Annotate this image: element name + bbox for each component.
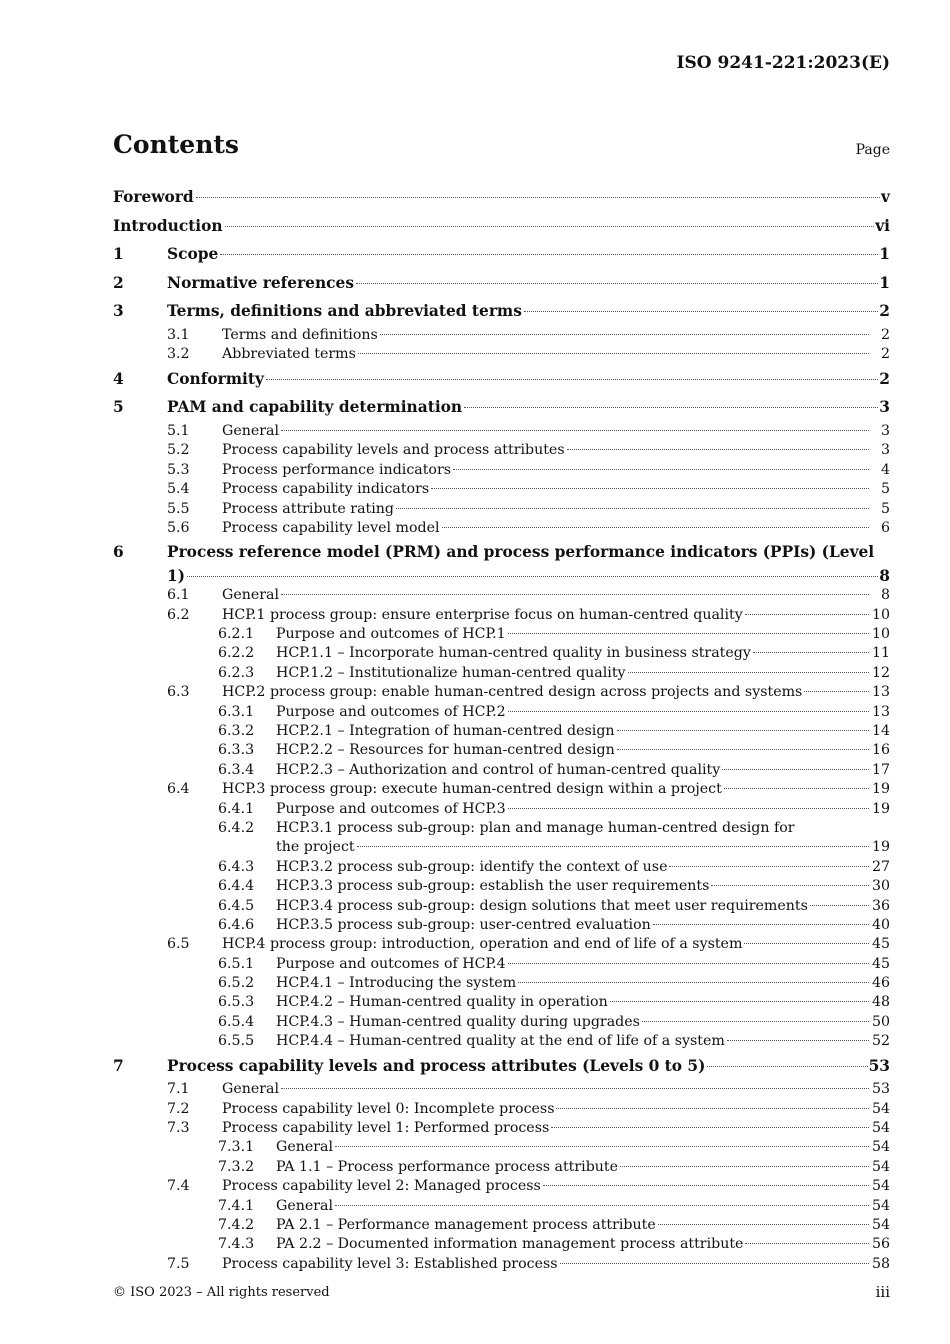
toc-entry-title: HCP.4.3 – Human-centred quality during upgrades	[276, 1013, 640, 1030]
toc-entry[interactable]	[113, 480, 890, 499]
toc-entry-number: 7.2	[167, 1100, 190, 1117]
toc-entry[interactable]	[113, 955, 890, 974]
toc-entry-page: 6	[880, 519, 890, 536]
toc-entry-number: 5.6	[167, 519, 190, 536]
toc-entry[interactable]	[113, 269, 890, 298]
toc-entry-page: 11	[871, 645, 890, 662]
toc-entry-number: 6.5.3	[218, 994, 255, 1011]
dot-leader	[711, 884, 869, 886]
dot-leader	[508, 632, 869, 634]
toc-entry-page: 36	[871, 897, 890, 914]
toc-entry-title: Purpose and outcomes of HCP.4	[276, 955, 506, 972]
toc-entry-title: HCP.3.4 process sub-group: design solutions that meet user requirements	[276, 897, 808, 914]
toc-entry-page: 2	[880, 346, 890, 363]
table-of-contents	[113, 183, 890, 1274]
toc-entry-page: 19	[871, 839, 890, 856]
toc-entry[interactable]	[113, 1138, 890, 1157]
toc-entry[interactable]	[113, 297, 890, 326]
dot-leader	[464, 406, 878, 408]
toc-entry[interactable]	[113, 683, 890, 702]
dot-leader	[724, 787, 869, 789]
toc-entry-page: 54	[871, 1100, 890, 1117]
toc-entry-title: Abbreviated terms	[222, 346, 356, 363]
dot-leader	[225, 225, 875, 227]
toc-entry-number: 6.2.1	[218, 626, 255, 643]
dot-leader	[380, 333, 869, 335]
toc-entry[interactable]	[113, 393, 890, 422]
dot-leader	[508, 807, 869, 809]
toc-entry-page: 53	[871, 1081, 890, 1098]
toc-entry[interactable]	[113, 703, 890, 722]
toc-entry-title: Process capability indicators	[222, 481, 430, 498]
toc-entry-page: 54	[871, 1120, 890, 1137]
toc-entry[interactable]	[113, 741, 890, 760]
dot-leader	[707, 1065, 867, 1067]
toc-entry-page: 8	[880, 587, 890, 604]
toc-entry-number: 7.1	[167, 1081, 190, 1098]
toc-entry-page: 1	[879, 273, 890, 292]
toc-entry-page: 4	[880, 461, 890, 478]
toc-entry-number: 6.5.4	[218, 1013, 255, 1030]
toc-entry-page: 17	[871, 761, 890, 778]
toc-entry-title: Process reference model (PRM) and process performance indicators (PPIs) (Level	[167, 543, 875, 562]
toc-entry-title-continued: 1)	[167, 566, 185, 585]
toc-entry-page: 1	[879, 245, 890, 264]
toc-entry-number: 5	[113, 398, 124, 417]
toc-entry-title: Terms, definitions and abbreviated terms	[167, 302, 522, 321]
toc-entry-page: 56	[871, 1236, 890, 1253]
toc-entry-page: 2	[879, 302, 890, 321]
toc-entry-title: HCP.2.3 – Authorization and control of human-centred quality	[276, 761, 721, 778]
toc-entry-title: Process capability level 0: Incomplete process	[222, 1100, 555, 1117]
toc-entry-page: 3	[880, 442, 890, 459]
toc-entry-page: 13	[871, 703, 890, 720]
toc-entry[interactable]	[113, 1013, 890, 1032]
toc-entry-title: Process capability level 2: Managed process	[222, 1178, 541, 1195]
toc-entry-number: 6.5.2	[218, 975, 255, 992]
toc-entry-number: 3.1	[167, 326, 190, 343]
toc-entry[interactable]	[113, 761, 890, 780]
toc-entry-number: 7.4.3	[218, 1236, 255, 1253]
toc-entry-page: 19	[871, 781, 890, 798]
toc-entry-page: 40	[871, 916, 890, 933]
toc-entry-page: 12	[871, 664, 890, 681]
toc-entry[interactable]	[113, 1177, 890, 1196]
toc-entry-title: Introduction	[113, 216, 223, 235]
toc-entry-number: 6.3.4	[218, 761, 255, 778]
toc-entry-page: 27	[871, 858, 890, 875]
toc-entry[interactable]	[113, 519, 890, 538]
toc-entry-title: HCP.3.2 process sub-group: identify the context of use	[276, 858, 668, 875]
toc-entry-title: General	[222, 422, 280, 439]
dot-leader	[357, 845, 869, 847]
toc-entry-page: 45	[871, 936, 890, 953]
toc-entry[interactable]	[113, 800, 890, 819]
dot-leader	[524, 310, 878, 312]
toc-entry-number: 6.2.3	[218, 664, 255, 681]
toc-entry-title: HCP.4 process group: introduction, operation and end of life of a system	[222, 936, 743, 953]
dot-leader	[508, 962, 869, 964]
toc-entry[interactable]	[113, 858, 890, 877]
toc-entry-number: 2	[113, 273, 124, 292]
dot-leader	[281, 429, 869, 431]
toc-entry-number: 7.5	[167, 1255, 190, 1272]
toc-entry-title: General	[222, 1081, 280, 1098]
dot-leader	[220, 253, 878, 255]
toc-entry[interactable]	[113, 935, 890, 954]
dot-leader	[281, 593, 869, 595]
toc-entry-page: 10	[871, 606, 890, 623]
toc-entry-page: 14	[871, 723, 890, 739]
dot-leader	[518, 981, 869, 983]
dot-leader	[753, 651, 869, 653]
toc-entry-page: 54	[871, 1139, 890, 1156]
toc-entry-title: HCP.2.2 – Resources for human-centred design	[276, 742, 615, 759]
toc-entry-page: 3	[879, 398, 890, 417]
toc-entry[interactable]	[113, 500, 890, 519]
toc-entry-page: 54	[871, 1158, 890, 1175]
toc-entry-title: General	[276, 1197, 334, 1214]
toc-entry-continuation[interactable]	[113, 567, 890, 586]
toc-entry-page: 10	[871, 626, 890, 643]
toc-entry-number: 6.3	[167, 684, 190, 701]
toc-entry-number: 7.4.2	[218, 1216, 255, 1233]
toc-entry-page: 3	[880, 422, 890, 439]
toc-entry-continuation[interactable]	[113, 838, 890, 857]
dot-leader	[335, 1204, 869, 1206]
toc-entry-number: 6.5.1	[218, 955, 255, 972]
copyright-footer: © ISO 2023 – All rights reserved	[113, 1285, 330, 1300]
toc-entry-page: 52	[871, 1033, 890, 1050]
toc-entry-page: 5	[880, 481, 890, 498]
dot-leader	[358, 352, 869, 354]
toc-entry-number: 6.4	[167, 781, 190, 798]
toc-entry-number: 5.3	[167, 461, 190, 478]
dot-leader	[396, 507, 869, 509]
toc-entry[interactable]	[113, 780, 890, 799]
toc-entry[interactable]	[113, 212, 890, 241]
dot-leader	[610, 1000, 869, 1002]
toc-entry-number: 5.5	[167, 500, 190, 517]
toc-entry-number: 4	[113, 369, 124, 388]
dot-leader	[567, 448, 869, 450]
dot-leader	[744, 942, 869, 944]
toc-entry[interactable]	[113, 664, 890, 683]
toc-entry[interactable]	[113, 916, 890, 935]
toc-entry-number: 7.4.1	[218, 1197, 255, 1214]
toc-entry-page: 46	[871, 975, 890, 992]
toc-entry-title: Conformity	[167, 369, 264, 388]
toc-entry[interactable]	[113, 625, 890, 644]
toc-entry-title: HCP.4.1 – Introducing the system	[276, 975, 517, 992]
toc-entry[interactable]	[113, 1100, 890, 1119]
toc-entry[interactable]	[113, 345, 890, 364]
toc-entry-title: HCP.3.1 process sub-group: plan and manage human-centred design for	[276, 819, 795, 836]
toc-entry[interactable]	[113, 1158, 890, 1177]
toc-entry[interactable]	[113, 1052, 890, 1081]
toc-entry-page: 50	[871, 1013, 890, 1030]
toc-entry-title: HCP.1.2 – Institutionalize human-centred quality	[276, 664, 626, 681]
toc-entry-number: 1	[113, 245, 124, 264]
toc-entry-title-continued: the project	[276, 839, 355, 856]
dot-leader	[722, 768, 869, 770]
toc-entry-title: HCP.1 process group: ensure enterprise focus on human-centred quality	[222, 606, 743, 623]
toc-entry-number: 7.3.1	[218, 1139, 255, 1156]
dot-leader	[196, 196, 880, 198]
toc-entry-number: 6.3.3	[218, 742, 255, 759]
toc-entry-number: 6.4.1	[218, 800, 255, 817]
toc-entry-number: 5.1	[167, 422, 190, 439]
toc-entry-title: Terms and definitions	[222, 326, 378, 343]
dot-leader	[620, 1165, 869, 1167]
toc-entry-number: 6.3.1	[218, 703, 255, 720]
toc-entry-number: 6.3.2	[218, 723, 255, 739]
toc-entry[interactable]	[113, 877, 890, 896]
document-header-reference: ISO 9241-221:2023(E)	[676, 53, 890, 73]
dot-leader	[727, 1039, 869, 1041]
toc-entry[interactable]	[113, 240, 890, 269]
toc-entry-number: 6.4.4	[218, 878, 255, 895]
toc-entry-number: 7.3.2	[218, 1158, 255, 1175]
toc-entry[interactable]	[113, 897, 890, 916]
toc-entry-page: 54	[871, 1178, 890, 1195]
toc-entry-page: 19	[871, 800, 890, 817]
toc-entry-title: HCP.4.2 – Human-centred quality in operation	[276, 994, 608, 1011]
toc-entry-title: Process capability level 3: Established process	[222, 1255, 558, 1272]
toc-entry-number: 6.4.3	[218, 858, 255, 875]
dot-leader	[745, 613, 869, 615]
toc-entry[interactable]	[113, 1255, 890, 1274]
toc-entry[interactable]	[113, 1235, 890, 1254]
toc-entry[interactable]	[113, 606, 890, 625]
dot-leader	[551, 1126, 869, 1128]
toc-entry[interactable]	[113, 819, 890, 838]
dot-leader	[642, 1020, 869, 1022]
dot-leader	[187, 575, 878, 577]
dot-leader	[617, 729, 869, 731]
dot-leader	[453, 468, 869, 470]
toc-entry-title: Normative references	[167, 273, 354, 292]
toc-entry[interactable]	[113, 1080, 890, 1099]
dot-leader	[617, 748, 869, 750]
dot-leader	[266, 378, 878, 380]
toc-entry-page: 2	[880, 326, 890, 343]
dot-leader	[658, 1223, 869, 1225]
toc-entry-page: v	[881, 188, 890, 206]
toc-entry[interactable]	[113, 974, 890, 993]
toc-entry-number: 6.4.2	[218, 819, 255, 836]
toc-entry[interactable]	[113, 1032, 890, 1051]
contents-heading: Contents	[113, 130, 240, 159]
toc-entry-page: 5	[880, 500, 890, 517]
toc-entry-page: 53	[868, 1056, 890, 1075]
dot-leader	[560, 1262, 869, 1264]
toc-entry[interactable]	[113, 1197, 890, 1216]
toc-entry-number: 6.2.2	[218, 645, 255, 662]
toc-entry-title: Process capability levels and process attributes (Levels 0 to 5)	[167, 1056, 706, 1075]
dot-leader	[442, 526, 869, 528]
toc-entry-number: 6	[113, 543, 124, 562]
toc-entry-page: 2	[879, 369, 890, 388]
page-number: iii	[875, 1283, 890, 1301]
toc-entry-page: 30	[871, 878, 890, 895]
dot-leader	[508, 710, 869, 712]
toc-entry-number: 6.2	[167, 606, 190, 623]
toc-entry-title: Scope	[167, 245, 219, 264]
toc-entry-title: PAM and capability determination	[167, 398, 463, 417]
dot-leader	[281, 1087, 869, 1089]
toc-entry-number: 6.1	[167, 587, 190, 604]
toc-entry-title: HCP.3 process group: execute human-centred design within a project	[222, 781, 722, 798]
toc-entry-title: HCP.1.1 – Incorporate human-centred quality in business strategy	[276, 645, 751, 662]
toc-entry-number: 7	[113, 1056, 124, 1075]
toc-entry-page: 54	[871, 1216, 890, 1233]
toc-entry-number: 6.4.6	[218, 916, 255, 933]
dot-leader	[804, 690, 869, 692]
toc-entry-title: Purpose and outcomes of HCP.2	[276, 703, 506, 720]
toc-entry-number: 6.5.5	[218, 1033, 255, 1050]
page-column-label: Page	[855, 142, 890, 158]
toc-entry-title: PA 1.1 – Process performance process attribute	[276, 1158, 619, 1175]
toc-entry-title: PA 2.2 – Documented information management process attribute	[276, 1236, 744, 1253]
toc-entry[interactable]	[113, 722, 890, 741]
toc-entry-title: Process capability levels and process attributes	[222, 442, 565, 459]
toc-entry[interactable]	[113, 1119, 890, 1138]
toc-entry[interactable]	[113, 441, 890, 460]
toc-entry[interactable]	[113, 586, 890, 605]
dot-leader	[356, 282, 878, 284]
toc-entry[interactable]	[113, 365, 890, 394]
dot-leader	[335, 1145, 869, 1147]
toc-entry-page: 13	[871, 684, 890, 701]
toc-entry-title: HCP.4.4 – Human-centred quality at the end of life of a system	[276, 1033, 725, 1050]
toc-entry[interactable]	[113, 326, 890, 345]
toc-entry-title: Process attribute rating	[222, 500, 394, 517]
toc-entry-page: 16	[871, 742, 890, 759]
toc-entry[interactable]	[113, 461, 890, 480]
toc-entry-page: 48	[871, 994, 890, 1011]
dot-leader	[810, 904, 869, 906]
toc-entry-title: Process performance indicators	[222, 461, 452, 478]
toc-entry[interactable]	[113, 422, 890, 441]
toc-entry-number: 3.2	[167, 346, 190, 363]
toc-entry-title: HCP.3.5 process sub-group: user-centred evaluation	[276, 916, 651, 933]
dot-leader	[628, 671, 869, 673]
toc-entry-number: 5.2	[167, 442, 190, 459]
toc-entry-title: General	[276, 1139, 334, 1156]
toc-entry-number: 5.4	[167, 481, 190, 498]
toc-entry-title: HCP.3.3 process sub-group: establish the user requirements	[276, 878, 710, 895]
toc-entry-page: vi	[875, 216, 890, 235]
toc-entry-title: Purpose and outcomes of HCP.1	[276, 626, 506, 643]
dot-leader	[543, 1184, 869, 1186]
toc-entry[interactable]	[113, 183, 890, 212]
toc-entry-number: 7.4	[167, 1178, 190, 1195]
toc-entry[interactable]	[113, 538, 890, 567]
toc-entry[interactable]	[113, 644, 890, 663]
toc-entry-number: 6.4.5	[218, 897, 255, 914]
toc-entry-page: 8	[879, 566, 890, 585]
toc-entry-title: Purpose and outcomes of HCP.3	[276, 800, 506, 817]
toc-entry-page: 54	[871, 1197, 890, 1214]
toc-entry[interactable]	[113, 1216, 890, 1235]
toc-entry-title: Process capability level model	[222, 519, 440, 536]
toc-entry-title: Foreword	[113, 188, 194, 206]
toc-entry-number: 3	[113, 302, 124, 321]
toc-entry-number: 6.5	[167, 936, 190, 953]
toc-entry-title: Process capability level 1: Performed process	[222, 1120, 550, 1137]
dot-leader	[653, 923, 869, 925]
toc-entry-number: 7.3	[167, 1120, 190, 1137]
dot-leader	[745, 1242, 869, 1244]
toc-entry-title: General	[222, 587, 280, 604]
toc-entry-page: 45	[871, 955, 890, 972]
toc-entry-page: 58	[871, 1255, 890, 1272]
toc-entry[interactable]	[113, 993, 890, 1012]
toc-entry-title: HCP.2.1 – Integration of human-centred design	[276, 723, 615, 739]
toc-entry-title: PA 2.1 – Performance management process attribute	[276, 1216, 656, 1233]
dot-leader	[556, 1107, 869, 1109]
toc-entry-title: HCP.2 process group: enable human-centred design across projects and systems	[222, 684, 803, 701]
dot-leader	[669, 865, 869, 867]
dot-leader	[431, 487, 869, 489]
